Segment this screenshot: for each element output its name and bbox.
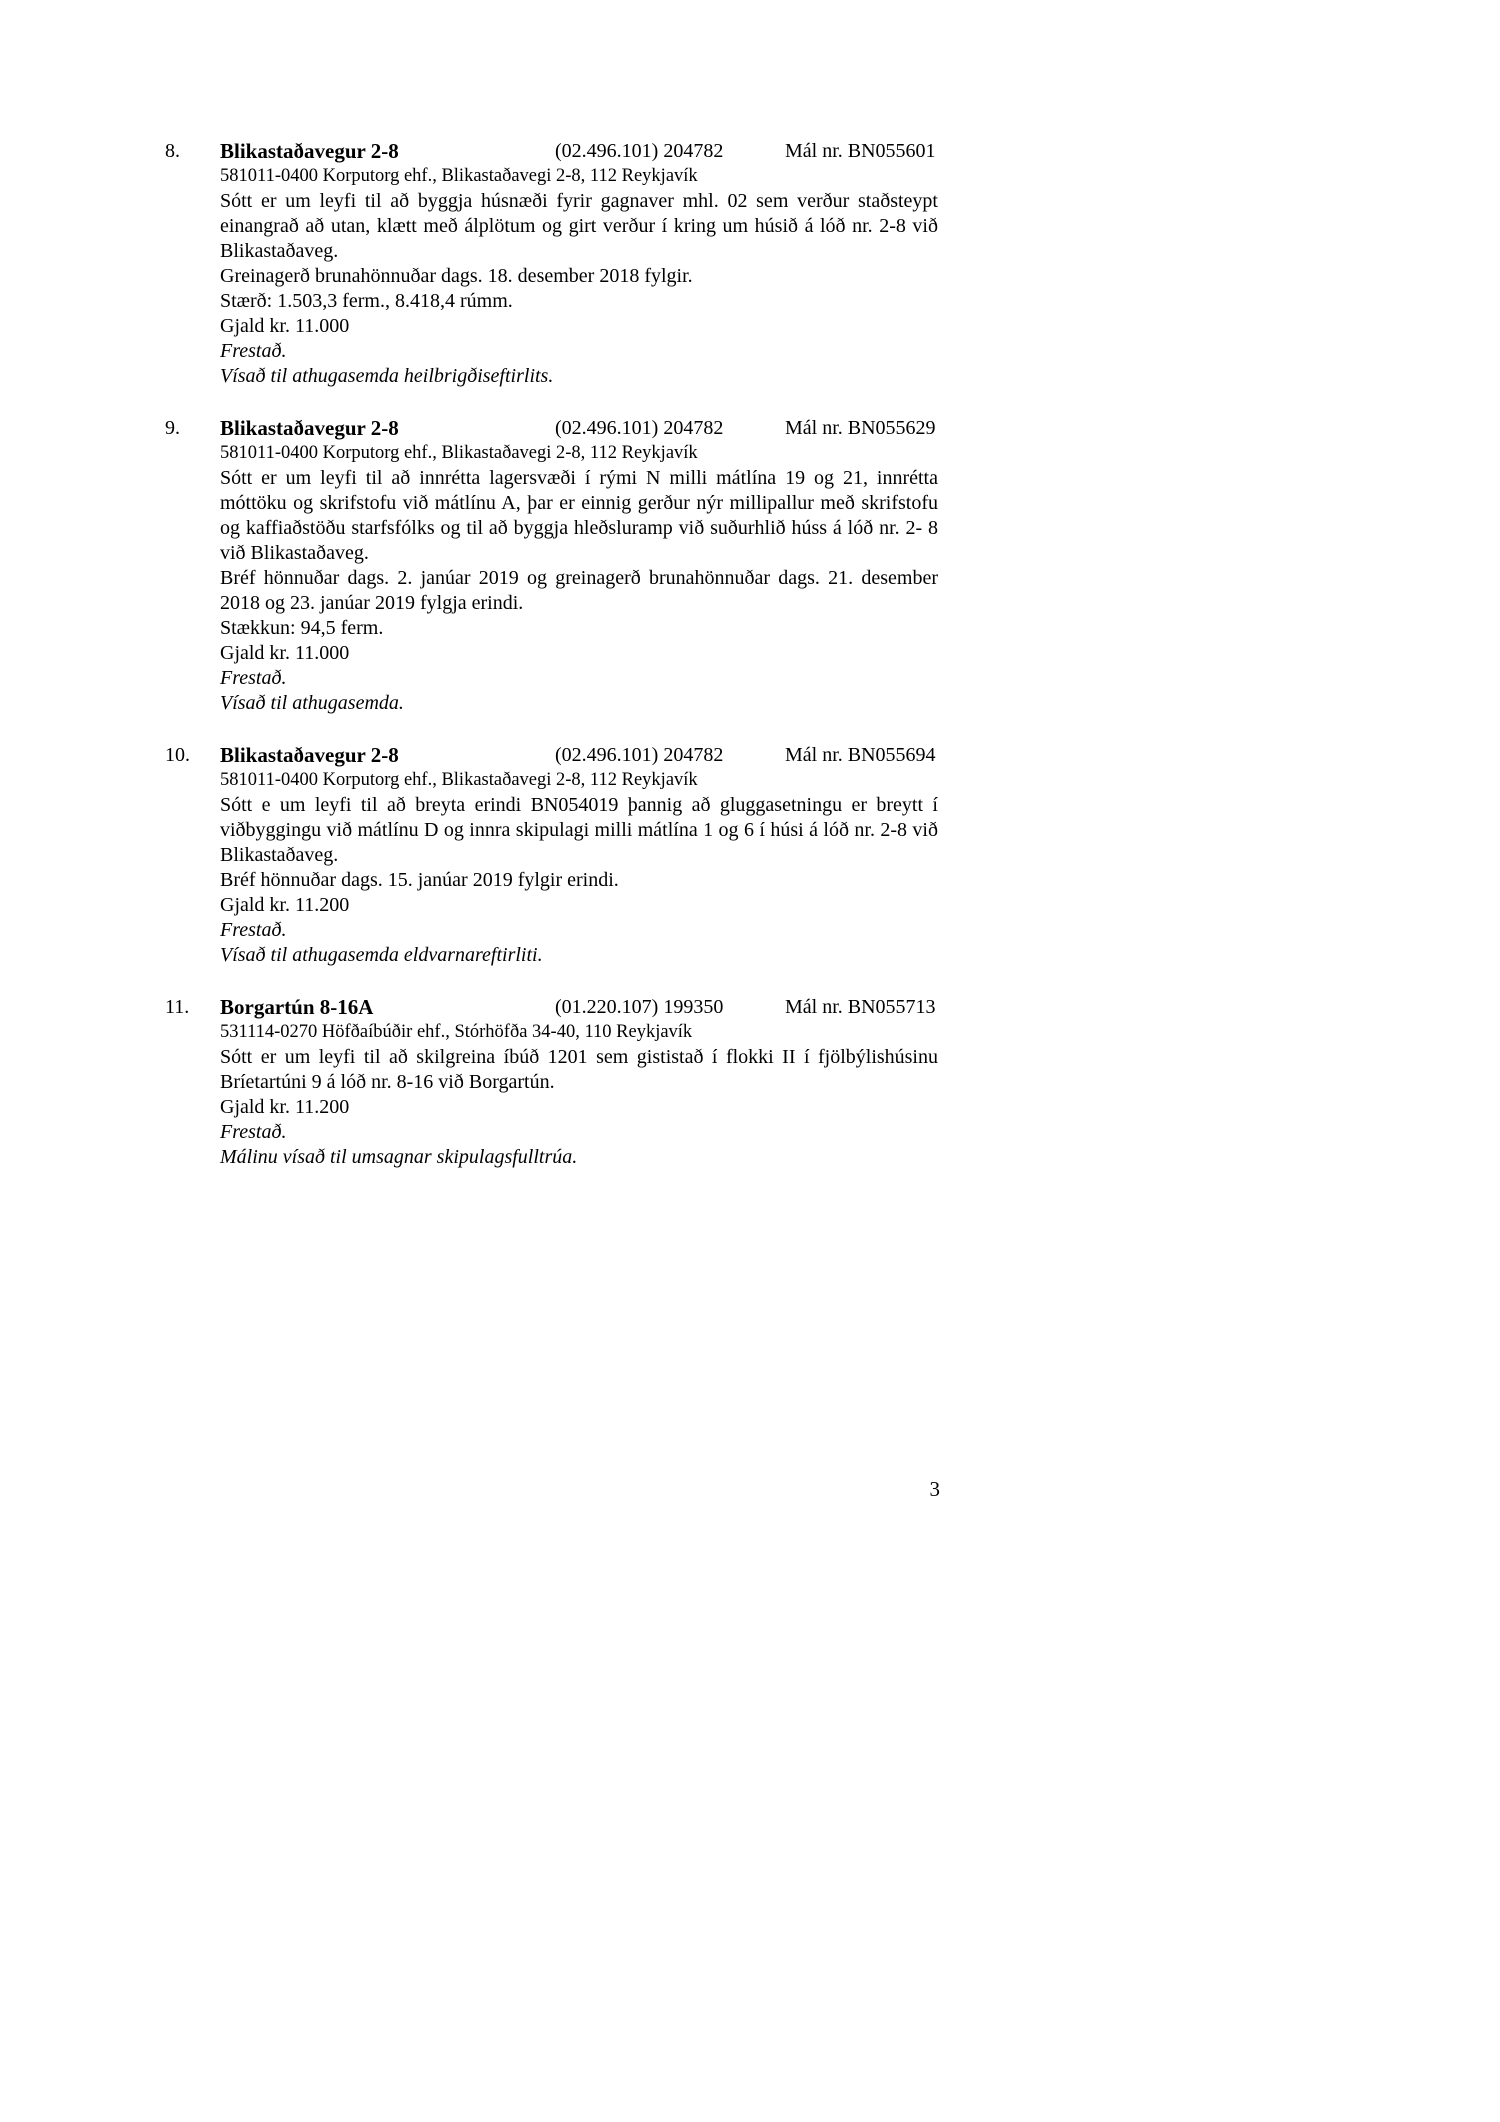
item-paragraphs [220,1045,938,1120]
item-number: 11. [165,996,190,1018]
item-header [165,415,945,441]
item-header [165,742,945,768]
items-list [165,138,945,1170]
document-page [165,138,945,1196]
description-line: Sótt e um leyfi til að breyta erindi BN054019 þannig að gluggasetningu er breytt í viðbyggingu við mátlínu D og innra skipulagi milli mátlína 1 og 6 í húsi á lóð nr. 2-8 við Blikastaðaveg. [220,794,938,866]
agenda-item [165,138,945,389]
description-line: Bréf hönnuðar dags. 2. janúar 2019 og greinagerð brunahönnuðar dags. 21. desember 2018 og 23. janúar 2019 fylgja erindi. [220,567,938,614]
agenda-item [165,742,945,968]
item-decisions [220,918,938,968]
description-line: Sótt er um leyfi til að byggja húsnæði fyrir gagnaver mhl. 02 sem verður staðsteypt einangrað að utan, klætt með álplötum og girt verður í kring um húsið á lóð nr. 2-8 við Blikastaðaveg. [220,190,938,262]
item-case-number: Mál nr. BN055694 [785,744,936,766]
item-body [220,1020,938,1170]
item-reference-number: (01.220.107) 199350 [555,996,724,1018]
item-owner-line: 581011-0400 Korputorg ehf., Blikastaðavegi 2-8, 112 Reykjavík [220,166,698,186]
item-paragraphs [220,793,938,918]
item-decisions [220,1120,938,1170]
item-title: Blikastaðavegur 2-8 [220,743,399,767]
decision-line: Málinu vísað til umsagnar skipulagsfulltrúa. [220,1146,578,1168]
item-paragraphs [220,189,938,339]
description-line: Stækkun: 94,5 ferm. [220,617,384,639]
description-line: Gjald kr. 11.000 [220,315,350,337]
item-decisions [220,339,938,389]
page-number: 3 [929,1477,940,1501]
item-reference-number: (02.496.101) 204782 [555,744,724,766]
item-header [165,994,945,1020]
description-line: Gjald kr. 11.200 [220,1096,350,1118]
item-owner-line: 531114-0270 Höfðaíbúðir ehf., Stórhöfða 34-40, 110 Reykjavík [220,1022,693,1042]
item-case-number: Mál nr. BN055629 [785,417,936,439]
item-case-number: Mál nr. BN055601 [785,140,936,162]
description-line: Stærð: 1.503,3 ferm., 8.418,4 rúmm. [220,290,513,312]
agenda-item [165,994,945,1170]
item-paragraphs [220,466,938,666]
item-reference-number: (02.496.101) 204782 [555,417,724,439]
decision-line: Frestað. [220,667,287,689]
description-line: Greinagerð brunahönnuðar dags. 18. desember 2018 fylgir. [220,265,693,287]
item-decisions [220,666,938,716]
item-number: 8. [165,140,180,162]
item-owner-line: 581011-0400 Korputorg ehf., Blikastaðavegi 2-8, 112 Reykjavík [220,443,698,463]
item-case-number: Mál nr. BN055713 [785,996,936,1018]
decision-line: Vísað til athugasemda eldvarnareftirliti. [220,944,543,966]
decision-line: Frestað. [220,919,287,941]
description-line: Bréf hönnuðar dags. 15. janúar 2019 fylgir erindi. [220,869,619,891]
decision-line: Vísað til athugasemda. [220,692,404,714]
description-line: Gjald kr. 11.200 [220,894,350,916]
item-number: 10. [165,744,190,766]
item-number: 9. [165,417,180,439]
decision-line: Frestað. [220,340,287,362]
item-title: Blikastaðavegur 2-8 [220,416,399,440]
decision-line: Vísað til athugasemda heilbrigðiseftirlits. [220,365,554,387]
item-title: Borgartún 8-16A [220,995,374,1019]
item-body [220,768,938,968]
item-body [220,164,938,389]
item-header [165,138,945,164]
item-body [220,441,938,716]
item-title: Blikastaðavegur 2-8 [220,139,399,163]
decision-line: Frestað. [220,1121,287,1143]
item-owner-line: 581011-0400 Korputorg ehf., Blikastaðavegi 2-8, 112 Reykjavík [220,770,698,790]
agenda-item [165,415,945,716]
description-line: Gjald kr. 11.000 [220,642,350,664]
item-reference-number: (02.496.101) 204782 [555,140,724,162]
description-line: Sótt er um leyfi til að skilgreina íbúð 1201 sem gististað í flokki II í fjölbýlishúsinu Bríetartúni 9 á lóð nr. 8-16 við Borgartún. [220,1046,938,1093]
description-line: Sótt er um leyfi til að innrétta lagersvæði í rými N milli mátlína 19 og 21, innrétta móttöku og skrifstofu við mátlínu A, þar er einnig gerður nýr millipallur með skrifstofu og kaffiaðstöðu starfsfólks og til að byggja hleðsluramp við suðurhlið húss á lóð nr. 2- 8 við Blikastaðaveg. [220,467,938,564]
